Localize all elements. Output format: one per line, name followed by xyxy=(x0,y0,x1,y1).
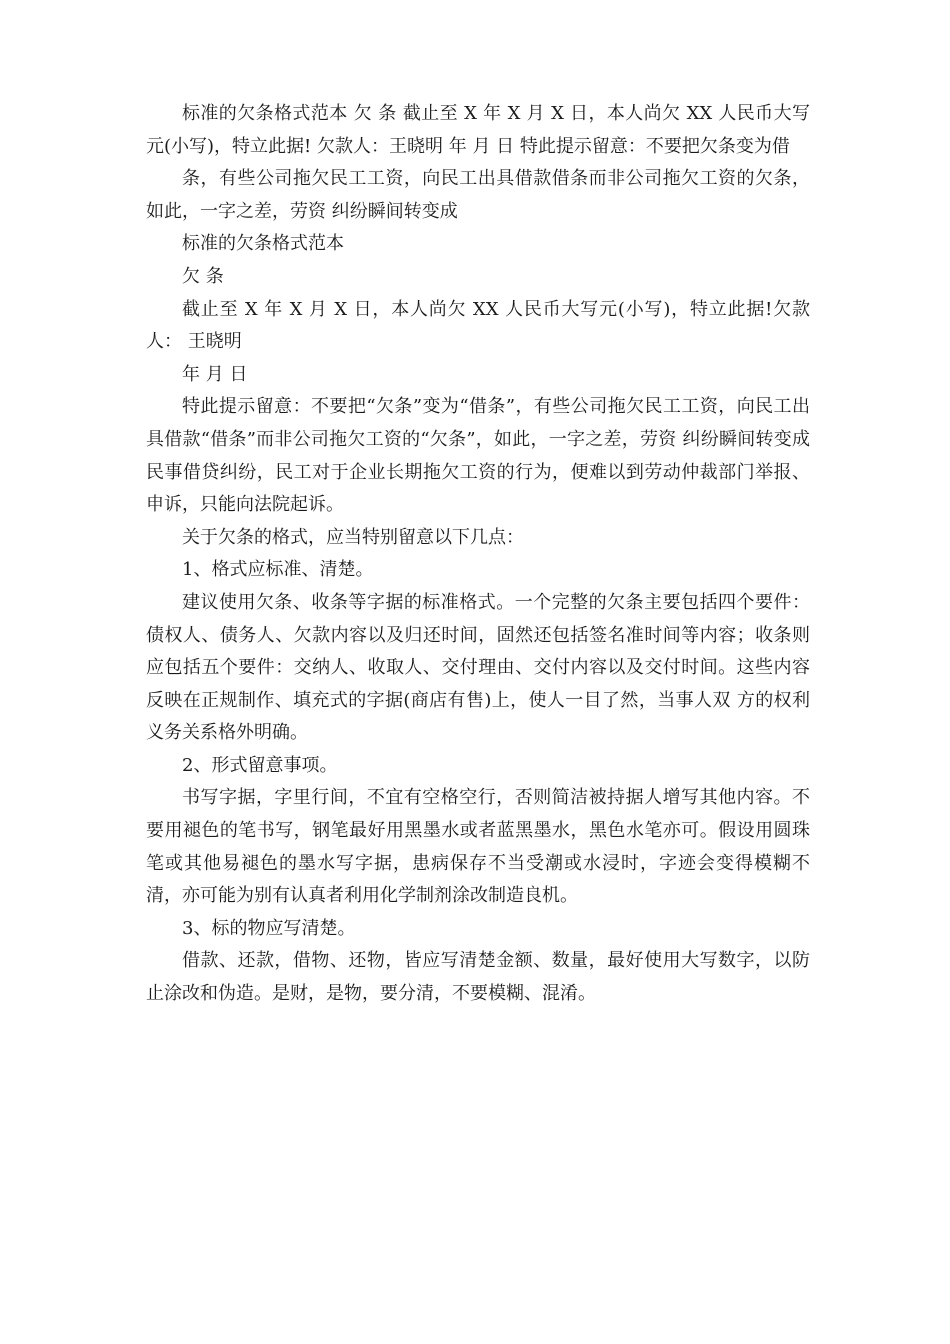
reminder-paragraph: 特此提示留意：不要把“欠条”变为“借条”，有些公司拖欠民工工资，向民工出具借款“借条”而非公司拖欠工资的“欠条”，如此，一字之差，劳资 纠纷瞬间转变成民事借贷纠纷，民工对于企业长期拖欠工资的行为，便难以到劳动仲裁部门举报、申诉，只能向法院起诉。 xyxy=(146,396,810,516)
section-body-2: 书写字据，字里行间，不宜有空格空行，否则简洁被持据人增写其他内容。不要用褪色的笔书写，钢笔最好用黑墨水或者蓝黑墨水，黑色水笔亦可。假设用圆珠笔或其他易褪色的墨水写字据，患病保存不当受潮或水浸时，字迹会变得模糊不清，亦可能为别有认真者利用化学制剂涂改制造良机。 xyxy=(146,787,810,907)
template-title: 标准的欠条格式范本 xyxy=(182,233,344,255)
section-heading-3: 3、标的物应写清楚。 xyxy=(182,917,356,939)
section-body-3: 借款、还款，借物、还物，皆应写清楚金额、数量，最好使用大写数字，以防止涂改和伪造。是财，是物，要分清，不要模糊、混淆。 xyxy=(146,950,810,1005)
paragraph-intro: 标准的欠条格式范本 欠 条 截止至 X 年 X 月 X 日，本人尚欠 XX 人民币大写元(小写)，特立此据! 欠款人：王晓明 年 月 日 特此提示留意：不要把欠条变为借 xyxy=(146,103,810,157)
document-body xyxy=(146,98,810,1011)
section-heading-1: 1、格式应标准、清楚。 xyxy=(182,559,374,581)
paragraph-intro-continued: 条，有些公司拖欠民工工资，向民工出具借款借条而非公司拖欠工资的欠条，如此，一字之差，劳资 纠纷瞬间转变成 xyxy=(146,168,810,222)
iou-date-line: 年 月 日 xyxy=(182,363,248,385)
section-body-1: 建议使用欠条、收条等字据的标准格式。一个完整的欠条主要包括四个要件：债权人、债务人、欠款内容以及归还时间，固然还包括签名准时间等内容；收条则应包括五个要件：交纳人、收取人、交付理由、交付内容以及交付时间。这些内容反映在正规制作、填充式的字据(商店有售)上，使人一目了然，当事人双 方的权利义务关系格外明确。 xyxy=(146,591,810,744)
section-heading-2: 2、形式留意事项。 xyxy=(182,754,338,776)
format-notes-intro: 关于欠条的格式，应当特别留意以下几点： xyxy=(182,526,524,548)
iou-body: 截止至 X 年 X 月 X 日，本人尚欠 XX 人民币大写元(小写)，特立此据!欠款人： 王晓明 xyxy=(146,298,810,353)
iou-heading: 欠 条 xyxy=(182,265,224,287)
